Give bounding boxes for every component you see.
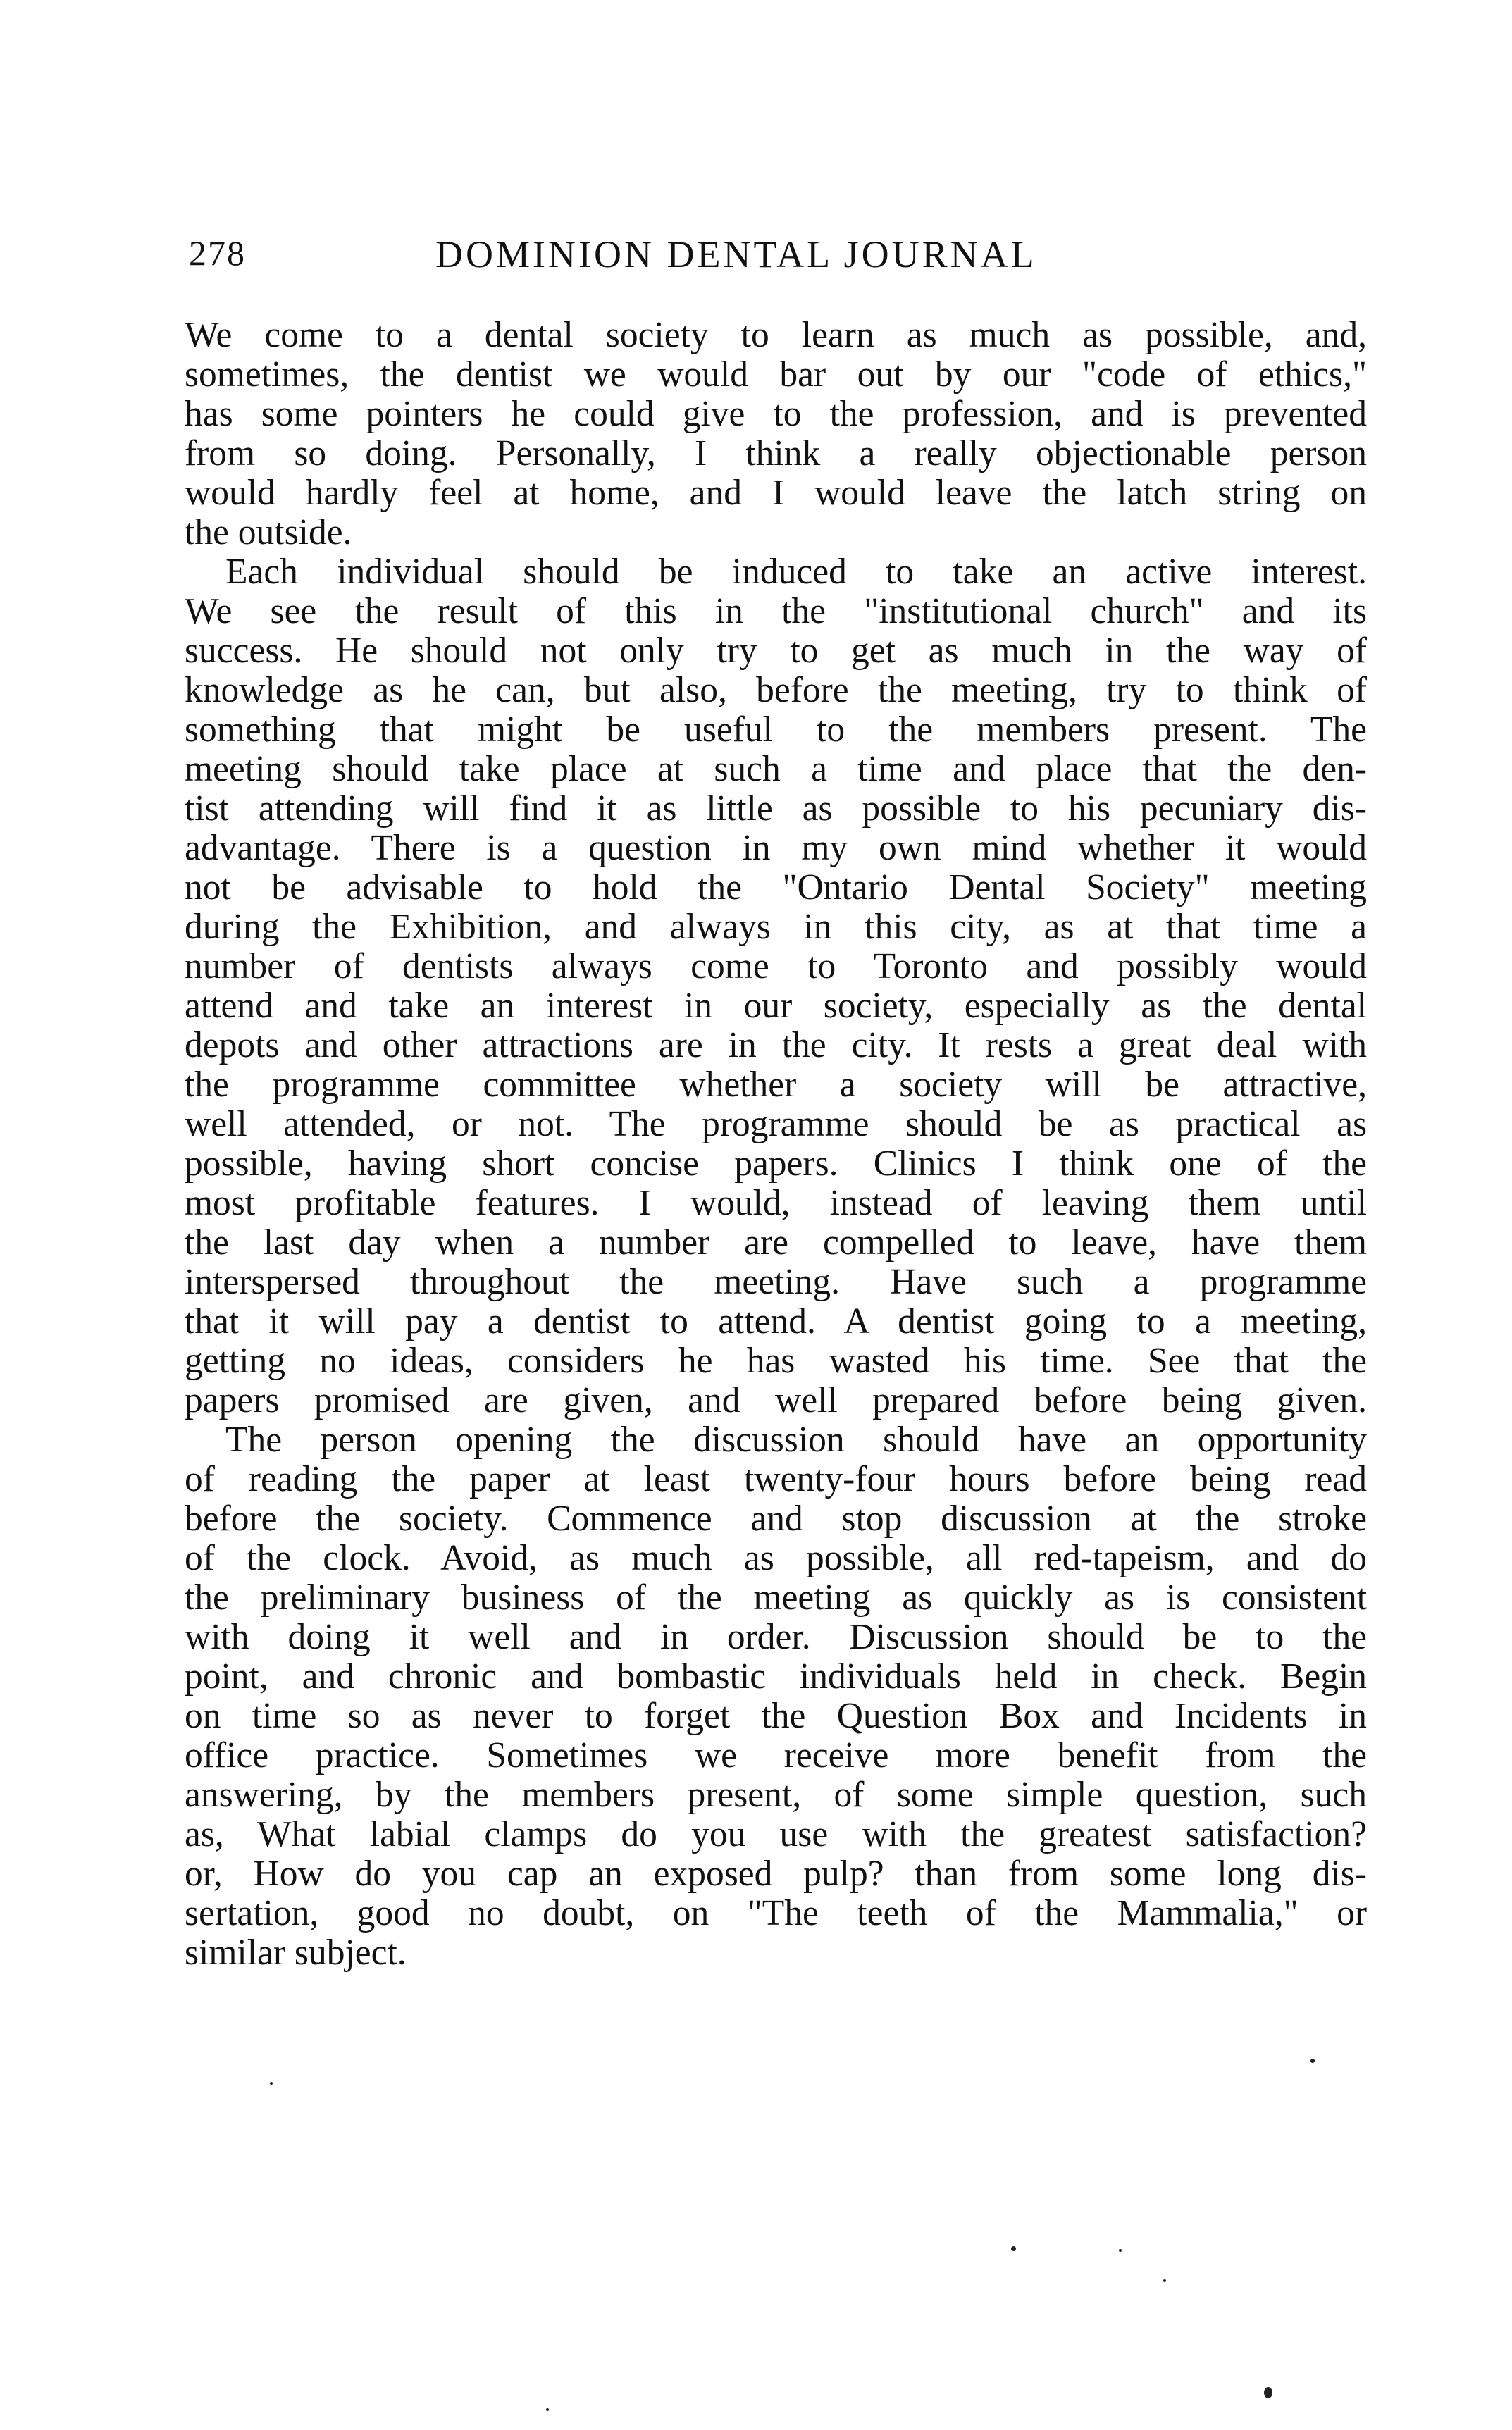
text-line: Each individual should be induced to take an active interest. — [225, 552, 1367, 592]
article-body — [185, 316, 1367, 1973]
text-line: on time so as never to forget the Question Box and Incidents in — [185, 1696, 1367, 1736]
text-line: knowledge as he can, but also, before the meeting, try to think of — [185, 670, 1367, 710]
text-line: has some pointers he could give to the profession, and is prevented — [185, 394, 1367, 434]
text-line: most profitable features. I would, instead of leaving them until — [185, 1183, 1367, 1223]
text-line: office practice. Sometimes we receive more benefit from the — [185, 1735, 1367, 1775]
text-line: the last day when a number are compelled to leave, have them — [185, 1222, 1367, 1263]
text-line: as, What labial clamps do you use with the greatest satisfaction? — [185, 1814, 1367, 1854]
scan-speck — [1163, 2279, 1166, 2282]
text-line: answering, by the members present, of some simple question, such — [185, 1775, 1367, 1815]
text-line: depots and other attractions are in the city. It rests a great deal with — [185, 1025, 1367, 1065]
scan-speck — [546, 2408, 549, 2411]
text-line: meeting should take place at such a time and place that the den- — [185, 749, 1367, 789]
scan-speck — [1264, 2387, 1272, 2398]
text-line: The person opening the discussion should have an opportunity — [225, 1420, 1367, 1460]
text-line: of the clock. Avoid, as much as possible, all red-tapeism, and do — [185, 1538, 1367, 1578]
text-line: that it will pay a dentist to attend. A dentist going to a meeting, — [185, 1301, 1367, 1341]
text-line: during the Exhibition, and always in this city, as at that time a — [185, 907, 1367, 947]
text-line: sometimes, the dentist we would bar out by our "code of ethics," — [185, 354, 1367, 395]
text-line: tist attending will find it as little as possible to his pecuniary dis- — [185, 788, 1367, 829]
text-line: the programme committee whether a society will be attractive, — [185, 1065, 1367, 1105]
text-line: or, How do you cap an exposed pulp? than from some long dis- — [185, 1854, 1367, 1894]
scan-speck — [270, 2082, 273, 2085]
text-line: with doing it well and in order. Discussion should be to the — [185, 1617, 1367, 1657]
text-line: success. He should not only try to get as much in the way of — [185, 631, 1367, 671]
scan-speck — [1119, 2249, 1122, 2252]
text-line: before the society. Commence and stop discussion at the stroke — [185, 1499, 1367, 1539]
text-line: We see the result of this in the "institutional church" and its — [185, 591, 1367, 631]
scan-speck — [1310, 2059, 1315, 2063]
page-header — [189, 233, 1364, 289]
text-line: from so doing. Personally, I think a really objectionable person — [185, 433, 1367, 473]
text-line: similar subject. — [185, 1933, 407, 1973]
paragraph-2 — [185, 552, 1367, 1420]
text-line: papers promised are given, and well prepared before being given. — [185, 1380, 1367, 1420]
text-line: getting no ideas, considers he has wasted his time. See that the — [185, 1341, 1367, 1381]
text-line: possible, having short concise papers. Clinics I think one of the — [185, 1143, 1367, 1184]
text-line: We come to a dental society to learn as much as possible, and, — [185, 315, 1367, 355]
paragraph-3 — [185, 1420, 1367, 1973]
text-line: number of dentists always come to Toronto and possibly would — [185, 946, 1367, 986]
text-line: of reading the paper at least twenty-four hours before being read — [185, 1459, 1367, 1499]
text-line: sertation, good no doubt, on "The teeth of the Mammalia," or — [185, 1893, 1367, 1933]
text-line: would hardly feel at home, and I would leave the latch string on — [185, 473, 1367, 513]
text-line: not be advisable to hold the "Ontario Dental Society" meeting — [185, 867, 1367, 907]
text-line: something that might be useful to the members present. The — [185, 709, 1367, 750]
text-line: the outside. — [185, 512, 352, 552]
running-title: DOMINION DENTAL JOURNAL — [435, 233, 1037, 275]
text-line: the preliminary business of the meeting as quickly as is consistent — [185, 1577, 1367, 1618]
text-line: point, and chronic and bombastic individuals held in check. Begin — [185, 1656, 1367, 1697]
scan-speck — [1011, 2246, 1016, 2251]
text-line: advantage. There is a question in my own mind whether it would — [185, 828, 1367, 868]
text-line: attend and take an interest in our society, especially as the dental — [185, 986, 1367, 1026]
page-number: 278 — [189, 233, 246, 273]
text-line: well attended, or not. The programme should be as practical as — [185, 1104, 1367, 1144]
paragraph-1 — [185, 316, 1367, 552]
text-line: interspersed throughout the meeting. Have such a programme — [185, 1262, 1367, 1302]
